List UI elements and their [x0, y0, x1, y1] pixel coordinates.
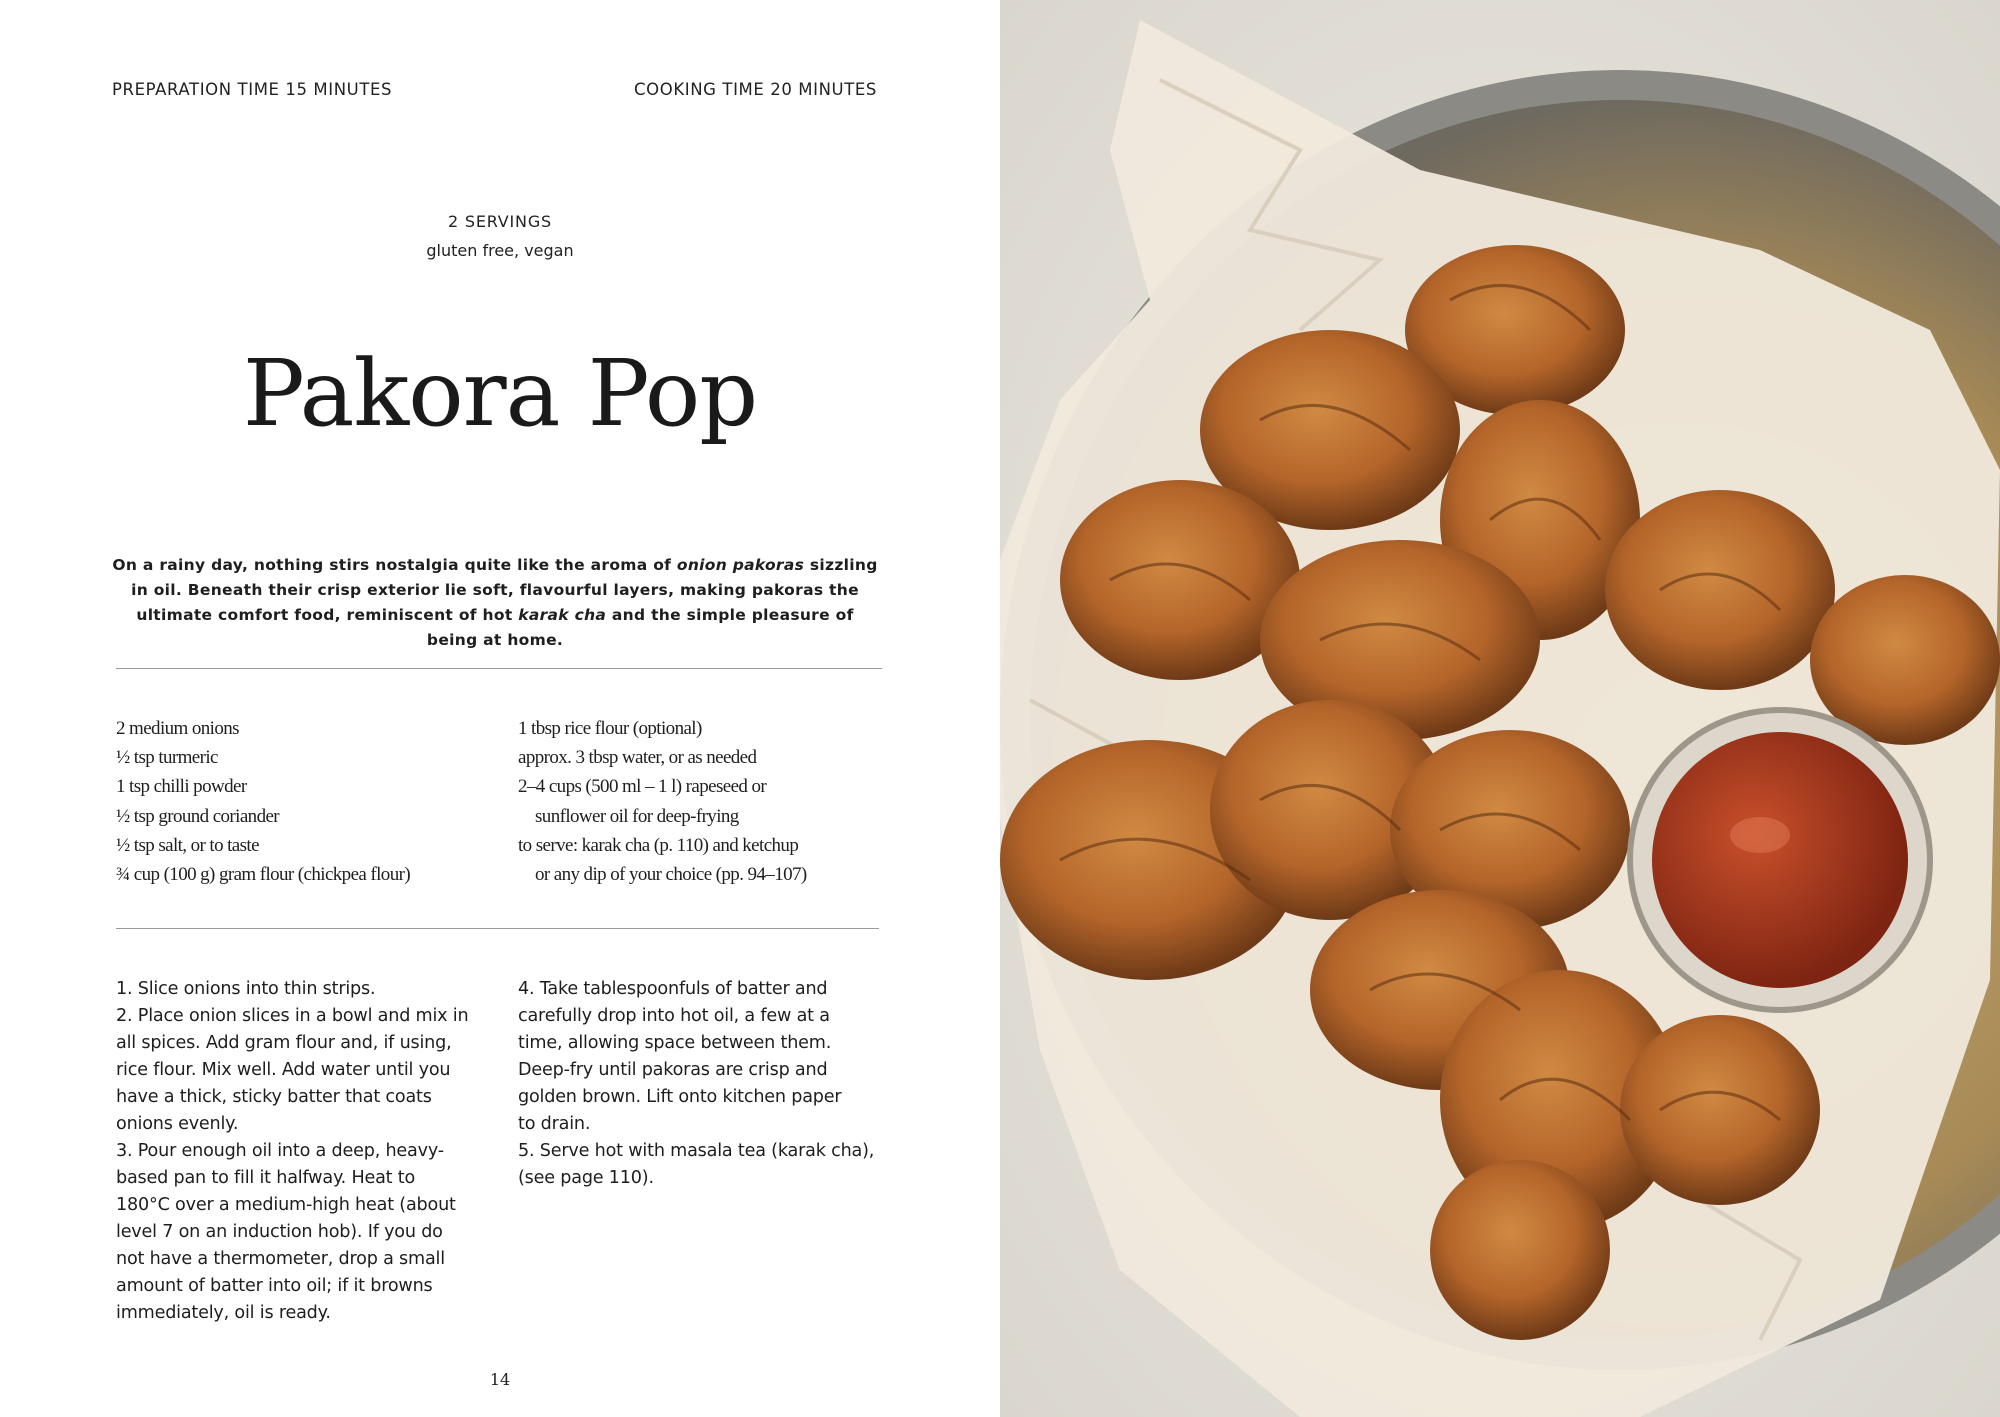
intro-text-2: sizzling in oil. Beneath their crisp exterior lie soft, flavourful layers, making pakoras the ultimate comfort food, reminiscent of hot	[131, 556, 878, 624]
ingredient-item: ½ tsp ground coriander	[116, 805, 280, 827]
ingredients-column-1	[116, 714, 506, 889]
method-line: immediately, oil is ready.	[116, 1303, 331, 1323]
method-line: (see page 110).	[518, 1168, 654, 1188]
method-line: all spices. Add gram flour and, if using,	[116, 1033, 452, 1053]
recipe-intro	[112, 553, 878, 653]
method-line: Deep-fry until pakoras are crisp and	[518, 1060, 828, 1080]
method-line: rice flour. Mix well. Add water until you	[116, 1060, 451, 1080]
method-line: 2. Place onion slices in a bowl and mix in	[116, 1006, 469, 1026]
intro-text-3: and the simple pleasure of being at home.	[426, 606, 854, 649]
ingredient-item: 2–4 cups (500 ml – 1 l) rapeseed or	[518, 776, 767, 798]
dip-highlight	[1730, 817, 1790, 853]
method-line: time, allowing space between them.	[518, 1033, 832, 1053]
preparation-time: PREPARATION TIME 15 MINUTES	[112, 80, 393, 99]
diet-tags: gluten free, vegan	[426, 241, 574, 260]
method-line: 1. Slice onions into thin strips.	[116, 979, 376, 999]
ingredient-item: ½ tsp turmeric	[116, 747, 218, 769]
ingredient-item: ¾ cup (100 g) gram flour (chickpea flour)	[116, 864, 411, 886]
pakora	[1620, 1015, 1820, 1205]
ingredient-item: 1 tsp chilli powder	[116, 776, 247, 798]
method-line: golden brown. Lift onto kitchen paper	[518, 1087, 842, 1107]
method-line: onions evenly.	[116, 1114, 239, 1134]
method-line: have a thick, sticky batter that coats	[116, 1087, 432, 1107]
pakora	[1430, 1160, 1610, 1340]
method-line: to drain.	[518, 1114, 591, 1134]
ingredient-item-continued: sunflower oil for deep-frying	[535, 805, 739, 827]
recipe-title: Pakora Pop	[242, 340, 758, 447]
method-line: 180°C over a medium-high heat (about	[116, 1195, 456, 1215]
pakora	[1605, 490, 1835, 690]
ketchup-dip	[1652, 732, 1908, 988]
method-line: 4. Take tablespoonfuls of batter and	[518, 979, 828, 999]
method-line: carefully drop into hot oil, a few at a	[518, 1006, 830, 1026]
method-line: 3. Pour enough oil into a deep, heavy-	[116, 1141, 444, 1161]
intro-italic-2: karak cha	[518, 606, 607, 624]
method-line: level 7 on an induction hob). If you do	[116, 1222, 443, 1242]
method-line: not have a thermometer, drop a small	[116, 1249, 445, 1269]
pakora-photo-illustration	[1000, 0, 2000, 1417]
intro-text-1: On a rainy day, nothing stirs nostalgia quite like the aroma of	[112, 556, 677, 574]
ingredient-item-continued: or any dip of your choice (pp. 94–107)	[535, 864, 807, 886]
method-column-2	[518, 976, 888, 1192]
ingredient-item: ½ tsp salt, or to taste	[116, 834, 259, 856]
ingredient-item: 2 medium onions	[116, 718, 239, 739]
food-photo	[1000, 0, 2000, 1417]
ingredients-column-2	[518, 714, 898, 889]
ingredient-item: to serve: karak cha (p. 110) and ketchup	[518, 834, 799, 856]
servings: 2 SERVINGS	[448, 212, 552, 231]
page-number: 14	[489, 1370, 511, 1389]
method-column-1	[116, 976, 496, 1327]
ingredient-item: 1 tbsp rice flour (optional)	[518, 718, 702, 739]
divider-bottom	[116, 928, 879, 929]
method-line: based pan to fill it halfway. Heat to	[116, 1168, 416, 1188]
ingredient-item: approx. 3 tbsp water, or as needed	[518, 747, 757, 769]
cooking-time: COOKING TIME 20 MINUTES	[634, 80, 877, 99]
intro-italic-1: onion pakoras	[676, 556, 805, 574]
method-line: 5. Serve hot with masala tea (karak cha),	[518, 1141, 875, 1161]
method-line: amount of batter into oil; if it browns	[116, 1276, 433, 1296]
divider-top	[116, 668, 882, 669]
